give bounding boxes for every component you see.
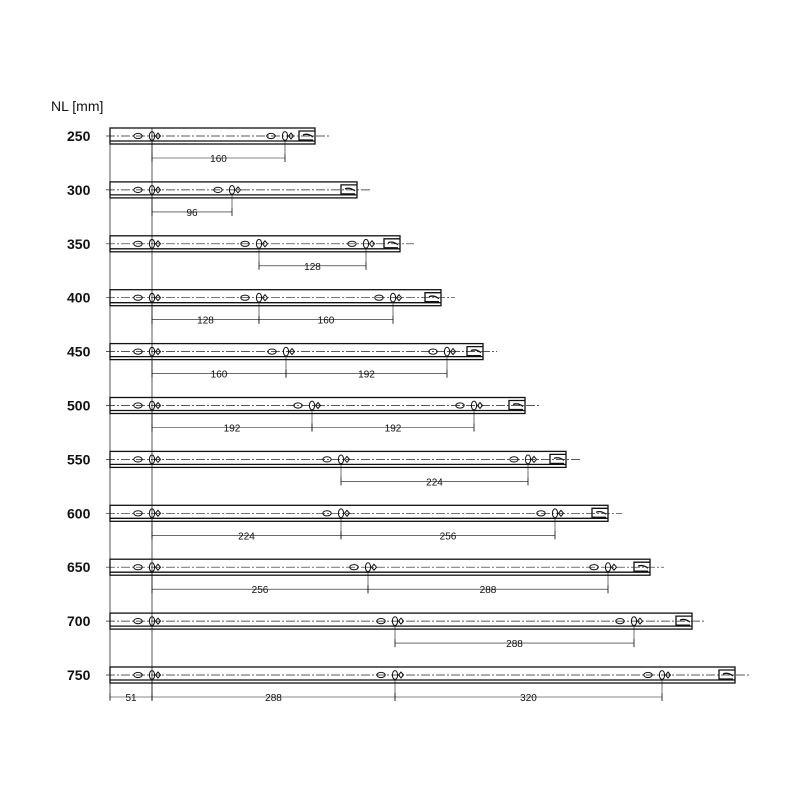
rail-hook <box>550 454 566 463</box>
rail-length-label: 250 <box>67 128 91 144</box>
dimension-value: 224 <box>426 477 443 489</box>
rail-hook <box>719 670 735 679</box>
dimension-value: 192 <box>384 423 402 435</box>
drawer-slide-650 <box>67 559 664 596</box>
dimension-value: 128 <box>304 261 321 273</box>
rail-hook <box>634 562 650 571</box>
rail-length-label: 550 <box>67 451 91 468</box>
dimension-value: 192 <box>223 423 241 435</box>
drawer-slide-550 <box>67 451 580 488</box>
drawer-slide-400 <box>67 290 455 327</box>
rail-hook <box>299 131 315 140</box>
rail-length-label: 650 <box>67 559 91 576</box>
rail-hook <box>467 347 483 356</box>
dimension-value: 192 <box>358 369 375 381</box>
dimension-value: 51 <box>125 693 137 704</box>
drawer-slide-500 <box>67 398 539 435</box>
dimension-value: 288 <box>265 693 282 704</box>
drawer-slide-750 <box>67 667 749 704</box>
rail-hook <box>676 616 692 625</box>
rail-length-label: 300 <box>67 181 91 198</box>
rail-length-label: 600 <box>67 505 91 522</box>
rail-length-label: 500 <box>67 397 91 414</box>
dimension-value: 256 <box>251 585 269 597</box>
rail-hook <box>592 508 608 517</box>
rail-length-label: 450 <box>67 343 91 360</box>
rail-hook <box>425 293 441 302</box>
unit-label: NL [mm] <box>51 98 104 114</box>
dimension-value: 288 <box>506 639 523 651</box>
drawer-slide-700 <box>67 613 706 650</box>
drawer-slide-250 <box>67 128 329 165</box>
dimension-value: 160 <box>317 315 335 327</box>
rail-length-label: 700 <box>67 613 91 630</box>
drawer-slide-450 <box>67 344 497 381</box>
drawer-slide-300 <box>67 182 371 219</box>
dimension-value: 96 <box>186 207 198 219</box>
rail-length-label: 400 <box>67 289 91 306</box>
dimension-value: 160 <box>210 154 227 165</box>
rail-length-label: 350 <box>67 235 91 252</box>
rail-hook <box>509 401 525 410</box>
drawer-slide-350 <box>67 236 414 273</box>
dimension-value: 160 <box>210 369 228 381</box>
rail-hook <box>384 239 400 248</box>
rail-length-label: 750 <box>67 667 91 683</box>
drawer-slide-600 <box>67 505 622 542</box>
dimension-value: 224 <box>238 531 255 543</box>
dimension-value: 288 <box>479 585 497 597</box>
rails-layer <box>67 128 749 704</box>
dimension-value: 320 <box>520 693 537 704</box>
dimension-value: 128 <box>197 315 214 327</box>
dimension-value: 256 <box>439 531 457 543</box>
rail-hook <box>341 185 357 194</box>
